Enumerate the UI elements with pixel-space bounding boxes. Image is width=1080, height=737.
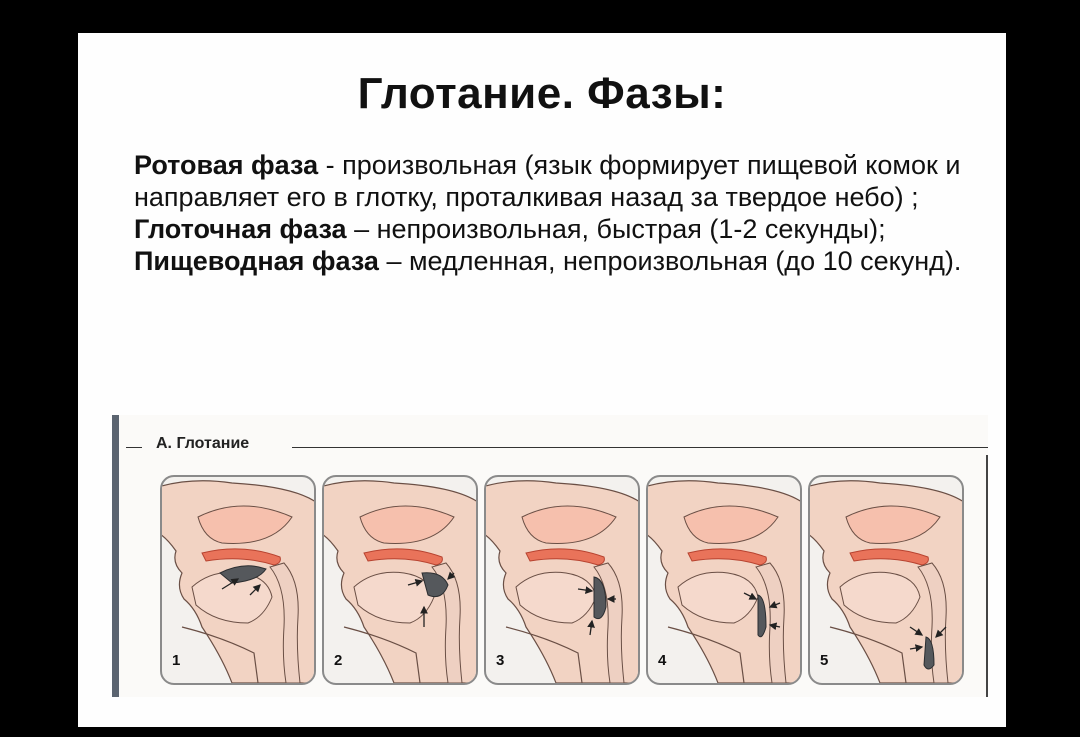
figure-title: А. Глотание	[156, 435, 250, 452]
figure-title-rule-left	[126, 447, 142, 448]
slide-title: Глотание. Фазы:	[357, 69, 727, 118]
slide	[78, 33, 1006, 727]
swallowing-figure	[112, 415, 988, 697]
panel-number: 3	[496, 652, 505, 669]
swallow-illustration-5	[810, 477, 962, 683]
pharyngeal-phase-text: – непроизвольная, быстрая (1-2 секунды);	[346, 214, 886, 244]
figure-right-rule	[986, 455, 988, 697]
oral-phase-text: - произвольная (язык формирует пищевой комок и направляет его в глотку, проталкивая назад за твердое небо) ;	[134, 150, 961, 212]
swallow-illustration-1	[162, 477, 314, 683]
pharyngeal-phase-heading: Глоточная фаза	[134, 214, 347, 244]
panel-number: 5	[820, 652, 829, 669]
esophageal-phase-heading: Пищеводная фаза	[134, 246, 379, 276]
figure-left-rule	[112, 415, 119, 697]
swallow-panel-4	[646, 475, 802, 685]
panel-number: 2	[334, 652, 343, 669]
figure-title-rule-right	[292, 447, 988, 448]
oral-phase-heading: Ротовая фаза	[134, 150, 319, 180]
slide-body	[134, 149, 964, 277]
swallow-panel-1	[160, 475, 316, 685]
panel-number: 4	[658, 652, 667, 669]
paragraph-oral-phase	[134, 149, 964, 213]
swallow-illustration-4	[648, 477, 800, 683]
swallow-illustration-3	[486, 477, 638, 683]
panel-number: 1	[172, 652, 181, 669]
paragraph-esophageal-phase	[134, 245, 964, 277]
swallow-illustration-2	[324, 477, 476, 683]
swallow-panel-5	[808, 475, 964, 685]
esophageal-phase-text: – медленная, непроизвольная (до 10 секунд).	[378, 246, 962, 276]
paragraph-pharyngeal-phase	[134, 213, 964, 245]
swallow-panel-3	[484, 475, 640, 685]
swallow-panel-2	[322, 475, 478, 685]
